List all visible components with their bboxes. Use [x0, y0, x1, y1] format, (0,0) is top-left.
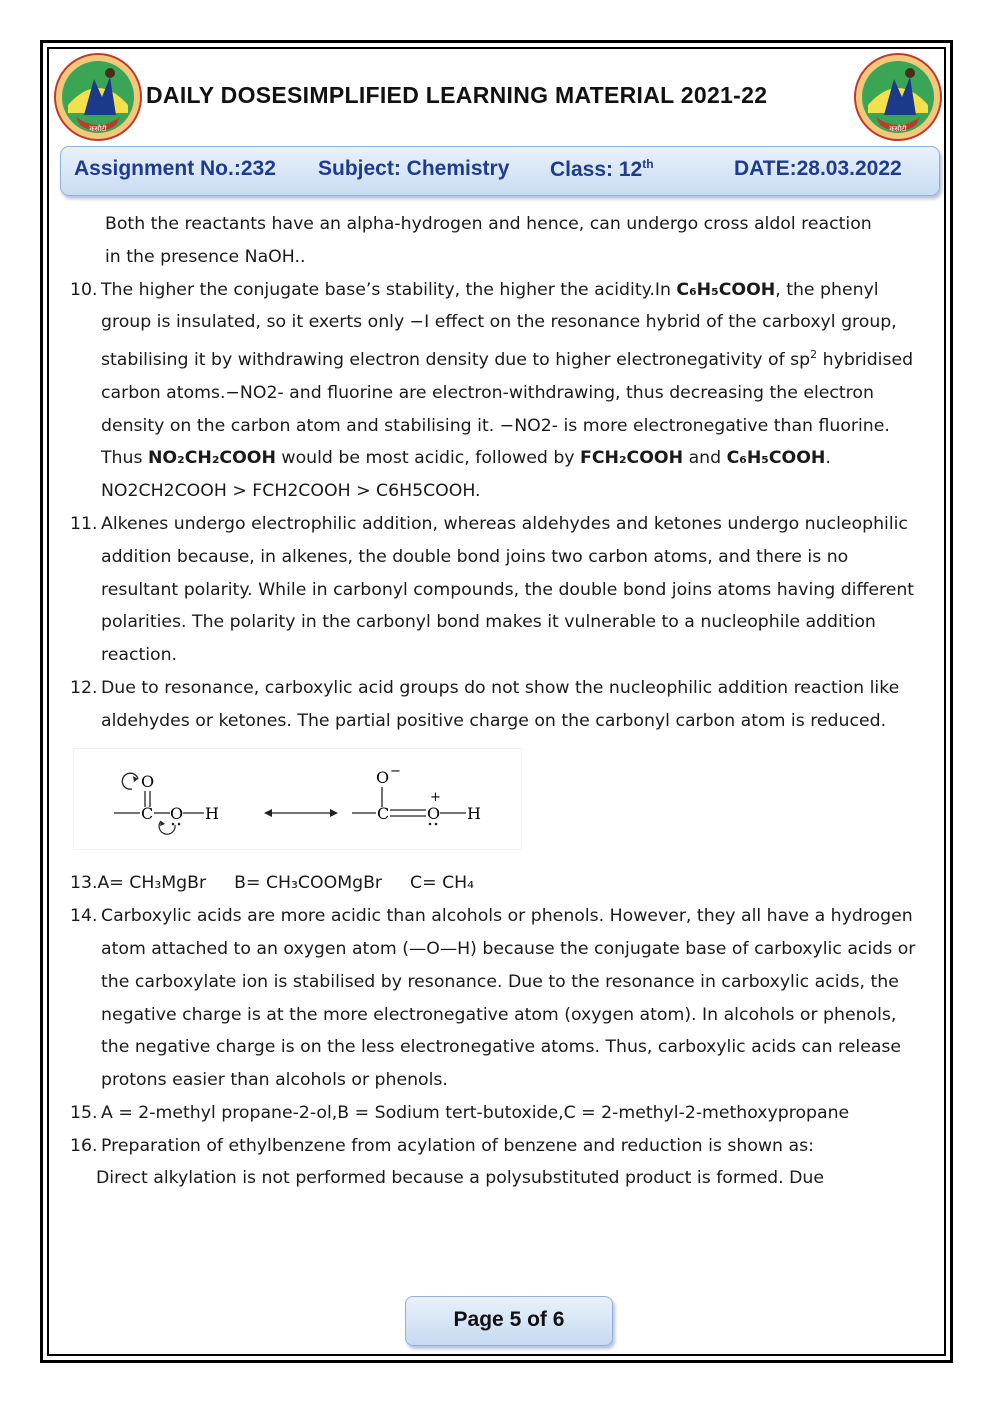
formula-bold: NO₂CH₂COOH — [147, 448, 276, 469]
text-run: , the phenyl group is insulated, so it exerts only −I effect on the resonance hybrid of the carboxyl group, stabilising it by withdrawing electron density due to higher electronegativity of sp — [101, 279, 897, 370]
intro-paragraph: Both the reactants have an alpha-hydrogen and hence, can undergo cross aldol reaction in the presence NaOH.. — [105, 214, 872, 267]
superscript: 2 — [810, 348, 818, 362]
answer-c: C= CH₄ — [410, 873, 475, 894]
hydroxyl-oxygen-left: O — [170, 803, 184, 823]
answer-content — [70, 208, 930, 1195]
assignment-subject: Subject: Chemistry — [318, 157, 510, 180]
answer-15 — [70, 1097, 930, 1130]
arrowhead-icon — [330, 809, 338, 817]
negative-charge: − — [390, 763, 401, 779]
answer-14 — [70, 900, 930, 1097]
lone-pair-dot — [172, 822, 175, 825]
answer-text-continued: Direct alkylation is not performed because a polysubstituted product is formed. Due — [96, 1168, 824, 1189]
answer-number: 16. — [70, 1135, 98, 1156]
answer-text: Preparation of ethylbenzene from acylation of benzene and reduction is shown as: — [101, 1135, 814, 1156]
arrowhead-icon — [264, 809, 272, 817]
answer-number: 10. — [70, 279, 98, 300]
answer-number: 11. — [70, 513, 98, 534]
formula-bold: C₆H₅COOH — [676, 279, 776, 300]
formula-bold: C₆H₅COOH — [726, 448, 826, 469]
text-run: The higher the conjugate base’s stability, the higher the acidity.In — [101, 279, 677, 300]
answer-12 — [70, 672, 930, 738]
lone-pair-dot — [429, 822, 432, 825]
answer-text: Alkenes undergo electrophilic addition, whereas aldehydes and ketones undergo nucleophilic addition because, in alkenes, the double bond joins two carbon atoms, and there is no resultant polarity. While in carbonyl compounds, the double bond joins atoms having different polarities. The polarity in the carbonyl bond makes it vulnerable to a nucleophile addition reaction. — [101, 513, 915, 666]
assignment-class — [550, 157, 654, 182]
text-run: . NO2CH2COOH > FCH2COOH > C6H5COOH. — [101, 448, 831, 502]
logo-left-text: कसौटी — [89, 125, 107, 133]
answer-text: Due to resonance, carboxylic acid groups do not show the nucleophilic addition reaction like aldehydes or ketones. The partial positive charge on the carbonyl carbon atom is reduced. — [101, 677, 900, 731]
text-run: and — [683, 448, 727, 469]
class-sup: th — [642, 157, 654, 171]
school-logo-left — [54, 53, 142, 141]
logo-right-text: कसौटी — [889, 125, 907, 133]
answer-number: 14. — [70, 906, 98, 927]
answer-text: Carboxylic acids are more acidic than alcohols or phenols. However, they all have a hydrogen atom attached to an oxygen atom (—O—H) because the conjugate base of carboxylic acids or the carboxylate ion is stabilised by resonance. Due to the resonance in carboxylic acids, the negative charge is at the more electronegative atom (oxygen atom). In alcohols or phenols, the negative charge is on the less electronegative atoms. Thus, carboxylic acids can release protons easier than alcohols or phenols. — [101, 906, 916, 1091]
answer-number: 13. — [70, 873, 98, 894]
oxygen-left: O — [141, 771, 155, 791]
text-run: would be most acidic, followed by — [275, 448, 581, 469]
answer-number: 12. — [70, 677, 98, 698]
carbon-right: C — [377, 803, 390, 823]
answer-10 — [70, 274, 930, 508]
curved-arrow-icon — [122, 773, 138, 789]
hydrogen-right: H — [467, 803, 481, 823]
hydroxyl-oxygen-right: O — [427, 803, 441, 823]
assignment-number: Assignment No.:232 — [74, 157, 276, 180]
resonance-structure-figure — [73, 748, 522, 850]
school-logo-right — [854, 53, 942, 141]
class-label: Class: 12 — [550, 158, 643, 181]
lone-pair-dot — [435, 822, 438, 825]
assignment-bar — [60, 146, 940, 196]
answer-text: A = 2-methyl propane-2-ol,B = Sodium tert-butoxide,C = 2-methyl-2-methoxypropane — [101, 1102, 850, 1123]
answer-11 — [70, 508, 930, 672]
answer-16 — [70, 1130, 930, 1196]
hydrogen-left: H — [205, 803, 219, 823]
answer-13 — [70, 867, 930, 900]
answer-a: A= CH₃MgBr — [97, 873, 207, 894]
carbon-left: C — [141, 803, 154, 823]
answer-b: B= CH₃COOMgBr — [234, 873, 383, 894]
page-number: Page 5 of 6 — [405, 1296, 613, 1346]
answer-number: 15. — [70, 1102, 98, 1123]
answer-text — [70, 274, 930, 508]
positive-charge: + — [430, 789, 441, 805]
oxygen-right: O — [376, 767, 390, 787]
assignment-date: DATE:28.03.2022 — [734, 157, 902, 180]
page-title: DAILY DOSESIMPLIFIED LEARNING MATERIAL 2021-22 — [146, 82, 768, 108]
formula-bold: FCH₂COOH — [580, 448, 684, 469]
lone-pair-dot — [178, 822, 181, 825]
text-run: hybridised carbon atoms.−NO2- and fluorine are electron-withdrawing, thus decreasing the electron density on the carbon atom and stabilising it. −NO2- is more electronegative than fluorine. Thus — [101, 349, 914, 469]
